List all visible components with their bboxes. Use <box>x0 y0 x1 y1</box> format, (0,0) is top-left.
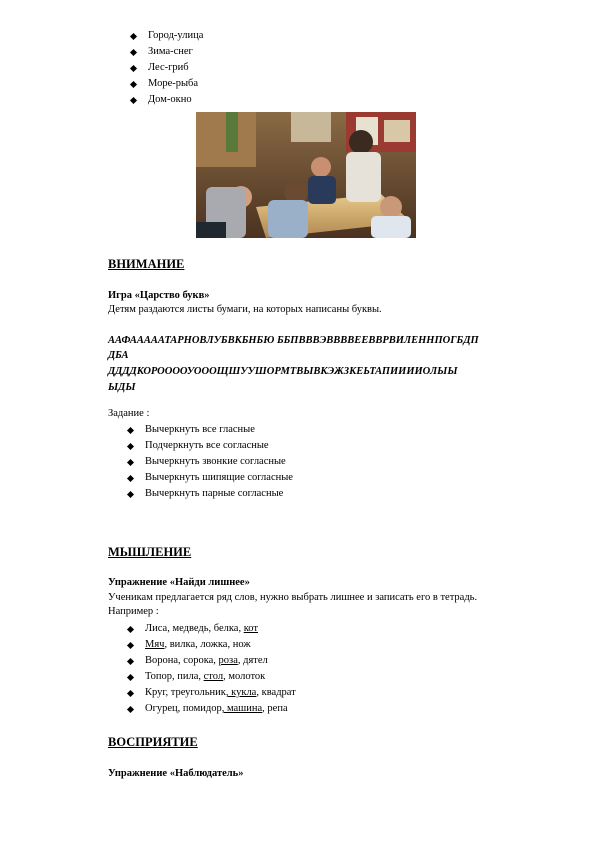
list-item <box>127 685 296 701</box>
classroom-photo <box>196 112 416 238</box>
item-text: , квадрат <box>256 687 296 698</box>
section-heading-thinking: МЫШЛЕНИЕ <box>108 545 192 559</box>
word-pairs-list <box>130 28 203 108</box>
list-item: Вычеркнуть звонкие согласные <box>127 454 293 470</box>
item-text: , вилка, ложка, нож <box>164 639 251 650</box>
item-text: , дятел <box>237 655 268 666</box>
example-label: Например : <box>108 606 159 617</box>
odd-word: кот <box>243 623 258 634</box>
task-label: Задание : <box>108 408 150 419</box>
game-title: Игра «Царство букв» <box>108 290 210 301</box>
odd-word: , машина <box>221 703 263 714</box>
task-list <box>127 422 293 502</box>
list-item: Подчеркнуть все согласные <box>127 438 293 454</box>
letters-line: ААФАААААТАРНОВЛУБВКБНБЮ ББПВВВЭВВВВЕЕВВРВИЛЕННПОГБДП <box>108 335 479 346</box>
item-text: Круг, треугольник <box>145 687 226 698</box>
letters-line: ДБА <box>108 350 129 361</box>
list-item <box>127 621 296 637</box>
item-text: Топор, пила, <box>145 671 204 682</box>
letters-line: ЫДЫ <box>108 382 136 393</box>
item-text: , молоток <box>223 671 266 682</box>
list-item: Море-рыба <box>130 76 203 92</box>
list-item: Зима-снег <box>130 44 203 60</box>
list-item <box>127 669 296 685</box>
list-item: Вычеркнуть парные согласные <box>127 486 293 502</box>
item-text: Огурец, помидор <box>145 703 222 714</box>
odd-word: роза <box>218 655 238 666</box>
list-item: Дом-окно <box>130 92 203 108</box>
odd-one-out-list <box>127 621 296 717</box>
item-text: Ворона, сорока, <box>145 655 219 666</box>
list-item <box>127 701 296 717</box>
exercise-title: Упражнение «Наблюдатель» <box>108 768 244 779</box>
section-heading-attention: ВНИМАНИЕ <box>108 257 185 271</box>
exercise-description: Ученикам предлагается ряд слов, нужно выбрать лишнее и записать его в тетрадь. <box>108 592 478 603</box>
game-description: Детям раздаются листы бумаги, на которых написаны буквы. <box>108 304 382 315</box>
letters-line: ДДДДКОРООООУОООЩШУУШОРМТВЫВКЭЖЗКЕЬТАПИИИИОЛЫЫ <box>108 366 458 377</box>
list-item: Город-улица <box>130 28 203 44</box>
list-item: Вычеркнуть все гласные <box>127 422 293 438</box>
list-item: Вычеркнуть шипящие согласные <box>127 470 293 486</box>
exercise-title: Упражнение «Найди лишнее» <box>108 577 250 588</box>
item-text: , репа <box>262 703 288 714</box>
section-heading-perception: ВОСПРИЯТИЕ <box>108 735 198 749</box>
list-item: Лес-гриб <box>130 60 203 76</box>
list-item <box>127 637 296 653</box>
odd-word: стол <box>203 671 224 682</box>
odd-word: Мяч <box>145 639 165 650</box>
list-item <box>127 653 296 669</box>
odd-word: , кукла <box>225 687 257 698</box>
item-text: Лиса, медведь, белка, <box>145 623 244 634</box>
classroom-photo-illustration <box>196 112 416 238</box>
